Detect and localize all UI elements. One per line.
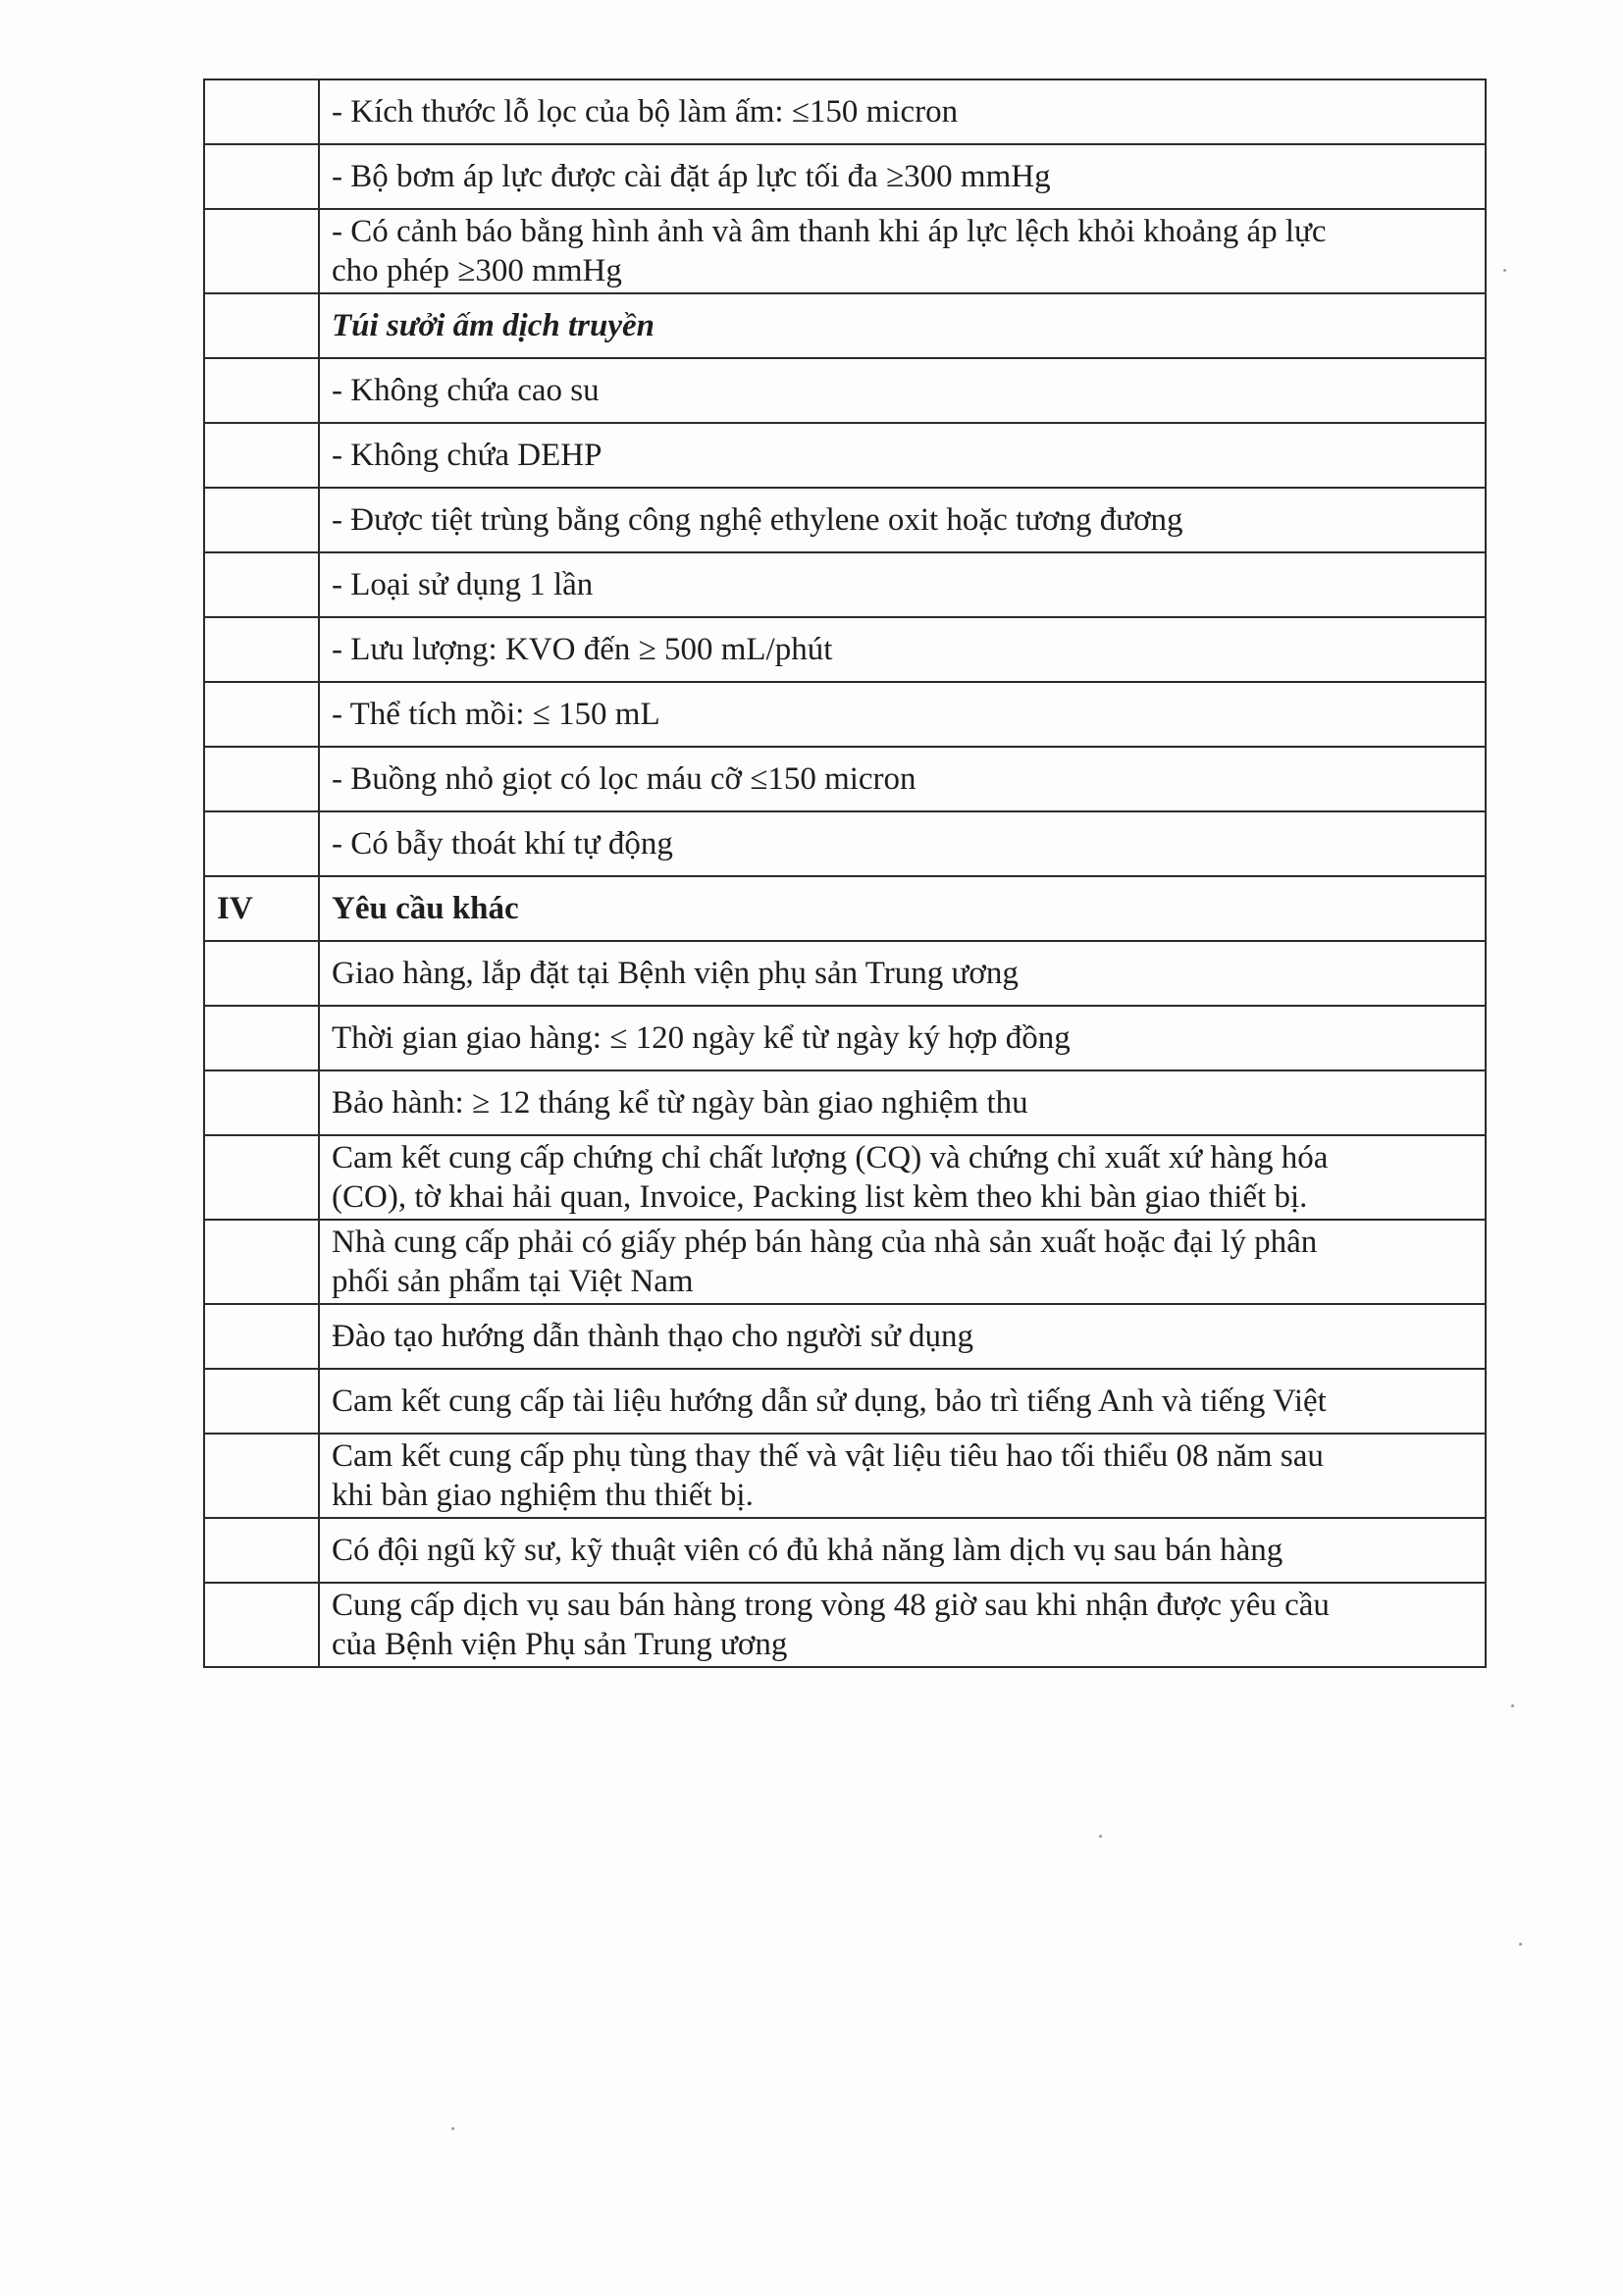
row-number-cell: [204, 358, 319, 423]
table-row: [204, 1434, 1486, 1518]
description-line: - Không chứa DEHP: [332, 438, 602, 473]
row-number-cell: [204, 1369, 319, 1434]
description-line: khi bàn giao nghiệm thu thiết bị.: [332, 1478, 754, 1513]
description-line: Giao hàng, lắp đặt tại Bệnh viện phụ sản Trung ương: [332, 956, 1019, 991]
table-row: [204, 1135, 1486, 1220]
row-description-cell: [319, 1070, 1486, 1135]
table-row: [204, 747, 1486, 811]
description-line: - Được tiệt trùng bằng công nghệ ethylene oxit hoặc tương đương: [332, 502, 1183, 538]
scan-speck: [1519, 1943, 1522, 1946]
row-description-cell: [319, 293, 1486, 358]
row-number-cell: [204, 209, 319, 293]
row-number-cell: [204, 1304, 319, 1369]
table-row: [204, 144, 1486, 209]
description-line: cho phép ≥300 mmHg: [332, 253, 622, 288]
row-number-cell: [204, 617, 319, 682]
description-line: - Buồng nhỏ giọt có lọc máu cỡ ≤150 micron: [332, 761, 916, 797]
table-row: [204, 293, 1486, 358]
row-description-cell: [319, 209, 1486, 293]
row-description-cell: [319, 876, 1486, 941]
description-line: Bảo hành: ≥ 12 tháng kể từ ngày bàn giao nghiệm thu: [332, 1085, 1028, 1121]
row-description-cell: [319, 617, 1486, 682]
description-line: - Kích thước lỗ lọc của bộ làm ấm: ≤150 micron: [332, 94, 959, 130]
scan-speck: [1503, 269, 1506, 272]
row-number-cell: [204, 1434, 319, 1518]
table-row: [204, 1518, 1486, 1583]
table-row: [204, 811, 1486, 876]
table-row: [204, 1304, 1486, 1369]
table-row: [204, 1006, 1486, 1070]
row-number-cell: [204, 682, 319, 747]
row-description-cell: [319, 1006, 1486, 1070]
row-number-cell: [204, 1518, 319, 1583]
table-row: [204, 1583, 1486, 1667]
row-description-cell: [319, 1135, 1486, 1220]
description-line: - Thể tích mồi: ≤ 150 mL: [332, 697, 660, 732]
row-description-cell: [319, 79, 1486, 144]
table-row: [204, 488, 1486, 552]
specification-table-body: [204, 79, 1486, 1667]
row-description-cell: [319, 488, 1486, 552]
row-number-cell: [204, 79, 319, 144]
row-number-cell: [204, 747, 319, 811]
row-number-cell: [204, 1070, 319, 1135]
row-description-cell: [319, 1304, 1486, 1369]
specification-table: [203, 78, 1487, 1668]
table-row: [204, 1070, 1486, 1135]
row-description-cell: [319, 1583, 1486, 1667]
scan-speck: [451, 2127, 454, 2130]
row-number-cell: [204, 1220, 319, 1304]
table-row: [204, 941, 1486, 1006]
description-line: Yêu cầu khác: [332, 891, 519, 926]
table-row: [204, 552, 1486, 617]
row-number-cell: [204, 811, 319, 876]
row-number-cell: [204, 144, 319, 209]
description-line: - Lưu lượng: KVO đến ≥ 500 mL/phút: [332, 632, 833, 667]
description-line: - Bộ bơm áp lực được cài đặt áp lực tối đa ≥300 mmHg: [332, 159, 1051, 194]
table-row: [204, 79, 1486, 144]
row-number-cell: [204, 1135, 319, 1220]
description-line: Nhà cung cấp phải có giấy phép bán hàng của nhà sản xuất hoặc đại lý phân: [332, 1225, 1318, 1260]
description-line: - Loại sử dụng 1 lần: [332, 567, 594, 602]
row-description-cell: [319, 941, 1486, 1006]
description-line: - Có cảnh báo bằng hình ảnh và âm thanh khi áp lực lệch khỏi khoảng áp lực: [332, 214, 1327, 249]
row-description-cell: [319, 144, 1486, 209]
row-number-cell: [204, 488, 319, 552]
description-line: Thời gian giao hàng: ≤ 120 ngày kể từ ngày ký hợp đồng: [332, 1020, 1071, 1056]
description-line: Cung cấp dịch vụ sau bán hàng trong vòng 48 giờ sau khi nhận được yêu cầu: [332, 1588, 1330, 1623]
description-line: của Bệnh viện Phụ sản Trung ương: [332, 1627, 788, 1662]
row-number-cell: [204, 293, 319, 358]
row-description-cell: [319, 1369, 1486, 1434]
table-row: [204, 1369, 1486, 1434]
table-row: [204, 1220, 1486, 1304]
scan-speck: [1099, 1835, 1102, 1838]
description-line: Cam kết cung cấp chứng chỉ chất lượng (CQ) và chứng chỉ xuất xứ hàng hóa: [332, 1140, 1329, 1175]
row-description-cell: [319, 358, 1486, 423]
row-description-cell: [319, 552, 1486, 617]
row-description-cell: [319, 423, 1486, 488]
table-row: [204, 209, 1486, 293]
row-number-cell: [204, 1006, 319, 1070]
description-line: - Không chứa cao su: [332, 373, 600, 408]
row-description-cell: [319, 1518, 1486, 1583]
description-line: Cam kết cung cấp phụ tùng thay thế và vật liệu tiêu hao tối thiểu 08 năm sau: [332, 1438, 1324, 1474]
table-row: [204, 876, 1486, 941]
table-row: [204, 617, 1486, 682]
row-number-cell: [204, 552, 319, 617]
row-description-cell: [319, 1434, 1486, 1518]
description-line: (CO), tờ khai hải quan, Invoice, Packing list kèm theo khi bàn giao thiết bị.: [332, 1179, 1308, 1215]
table-row: [204, 358, 1486, 423]
description-line: Đào tạo hướng dẫn thành thạo cho người sử dụng: [332, 1319, 974, 1354]
row-description-cell: [319, 682, 1486, 747]
row-number-cell: IV: [204, 876, 319, 941]
row-description-cell: [319, 747, 1486, 811]
row-description-cell: [319, 1220, 1486, 1304]
description-line: Túi sưởi ấm dịch truyền: [332, 308, 655, 343]
table-row: [204, 682, 1486, 747]
scan-speck: [1511, 1704, 1514, 1707]
row-description-cell: [319, 811, 1486, 876]
table-row: [204, 423, 1486, 488]
row-number-cell: [204, 941, 319, 1006]
row-number-cell: [204, 1583, 319, 1667]
description-line: phối sản phẩm tại Việt Nam: [332, 1264, 694, 1299]
description-line: - Có bẫy thoát khí tự động: [332, 826, 673, 861]
description-line: Có đội ngũ kỹ sư, kỹ thuật viên có đủ khả năng làm dịch vụ sau bán hàng: [332, 1533, 1283, 1568]
row-number-cell: [204, 423, 319, 488]
description-line: Cam kết cung cấp tài liệu hướng dẫn sử dụng, bảo trì tiếng Anh và tiếng Việt: [332, 1383, 1327, 1419]
